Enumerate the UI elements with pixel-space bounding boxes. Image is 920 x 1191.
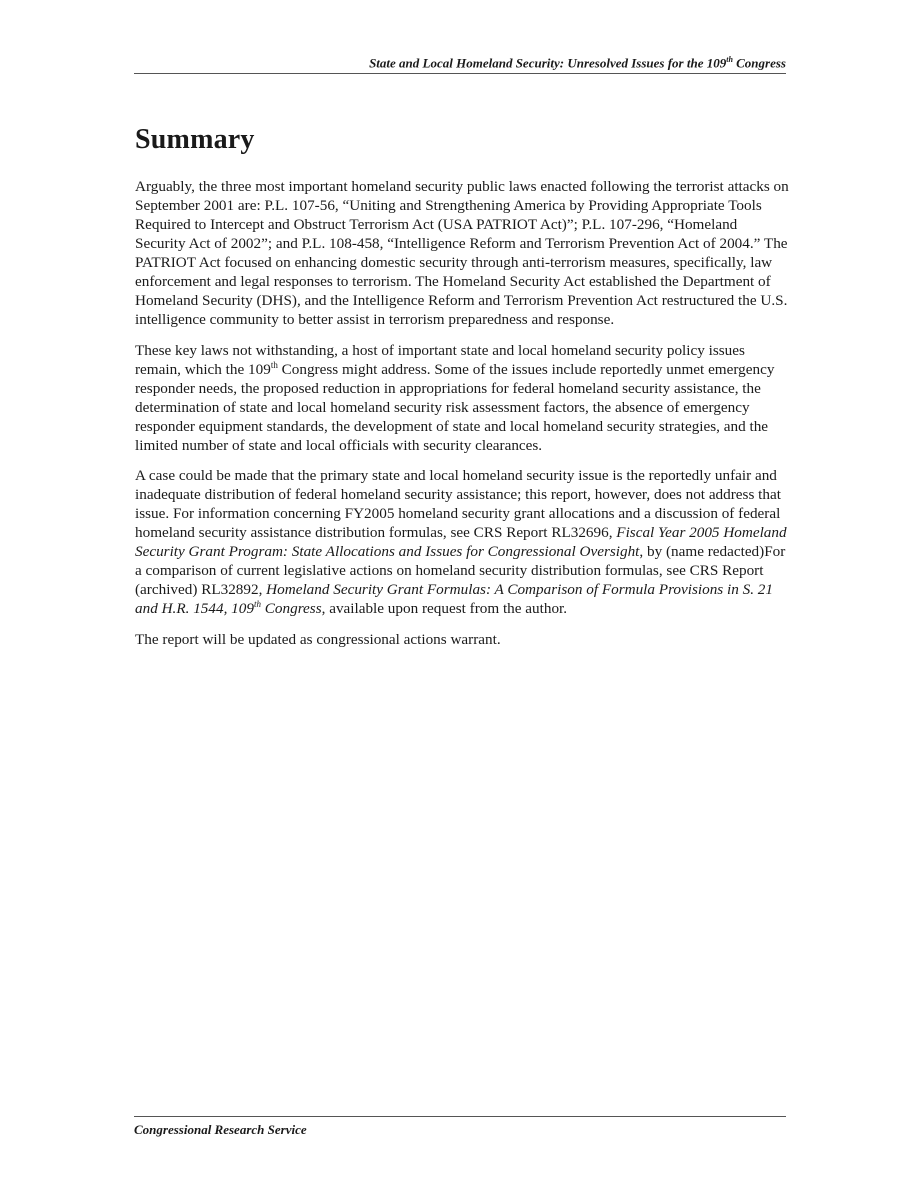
paragraph-2 [135,341,789,455]
paragraph-3-text: A case could be made that the primary state and local homeland security issue is the reportedly unfair and inadequate distribution of federal homeland security assistance; this report, however, does not address that issue. For information concerning FY2005 homeland security grant allocations and a discussion of federal homeland security assistance distribution formulas, see CRS Report RL32696, [135,467,781,541]
paragraph-1: Arguably, the three most important homeland security public laws enacted following the terrorist attacks on September 2001 are: P.L. 107-56, “Uniting and Strengthening America by Providing Appropriate Tools Required to Intercept and Obstruct Terrorism Act (USA PATRIOT Act)”; P.L. 107-296, “Homeland Security Act of 2002”; and P.L. 108-458, “Intelligence Reform and Terrorism Prevention Act of 2004.” The PATRIOT Act focused on enhancing domestic security through anti-terrorism measures, specifically, law enforcement and legal responses to terrorism. The Homeland Security Act established the Department of Homeland Security (DHS), and the Intelligence Reform and Terrorism Prevention Act restructured the U.S. intelligence community to better assist in terrorism preparedness and response. [135,178,789,328]
page-title: Summary [135,124,255,155]
paragraph-4: The report will be updated as congressional actions warrant. [135,630,501,648]
summary-body [135,177,789,660]
report-title-2-text: Homeland Security Grant Formulas: A Comparison of Formula Provisions in S. 21 and H.R. 1544, 109 [135,581,773,617]
paragraph-2-text-end: Congress might address. Some of the issues include reportedly unmet emergency responder needs, the proposed reduction in appropriations for federal homeland security assistance, the determination of state and local homeland security risk assessment factors, the absence of emergency responder equipment standards, the development of state and local homeland security strategies, and the limited number of state and local officials with security clearances. [135,360,775,454]
running-header-sup: th [726,55,733,64]
paragraph-3 [135,466,789,618]
running-header-text: State and Local Homeland Security: Unresolved Issues for the 109 [369,55,727,71]
report-title-2-end: Congress [260,600,322,617]
paragraph-2-text: These key laws not withstanding, a host of important state and local homeland security policy issues remain, which the 109 [135,341,745,378]
paragraph-3-text-mid: , by (name redacted)For a comparison of current legislative actions on homeland security distribution formulas, see CRS Report (archived) RL32892, [135,543,786,598]
page-footer: Congressional Research Service [134,1116,786,1138]
paragraph-3-text-end: , available upon request from the author. [321,600,568,617]
running-header-text-end: Congress [732,55,786,71]
report-title-1: Fiscal Year 2005 Homeland Security Grant Program: State Allocations and Issues for Congressional Oversight [135,524,787,560]
report-title-2-sup: th [253,598,261,609]
running-header [134,55,786,74]
paragraph-2-sup: th [270,359,278,370]
